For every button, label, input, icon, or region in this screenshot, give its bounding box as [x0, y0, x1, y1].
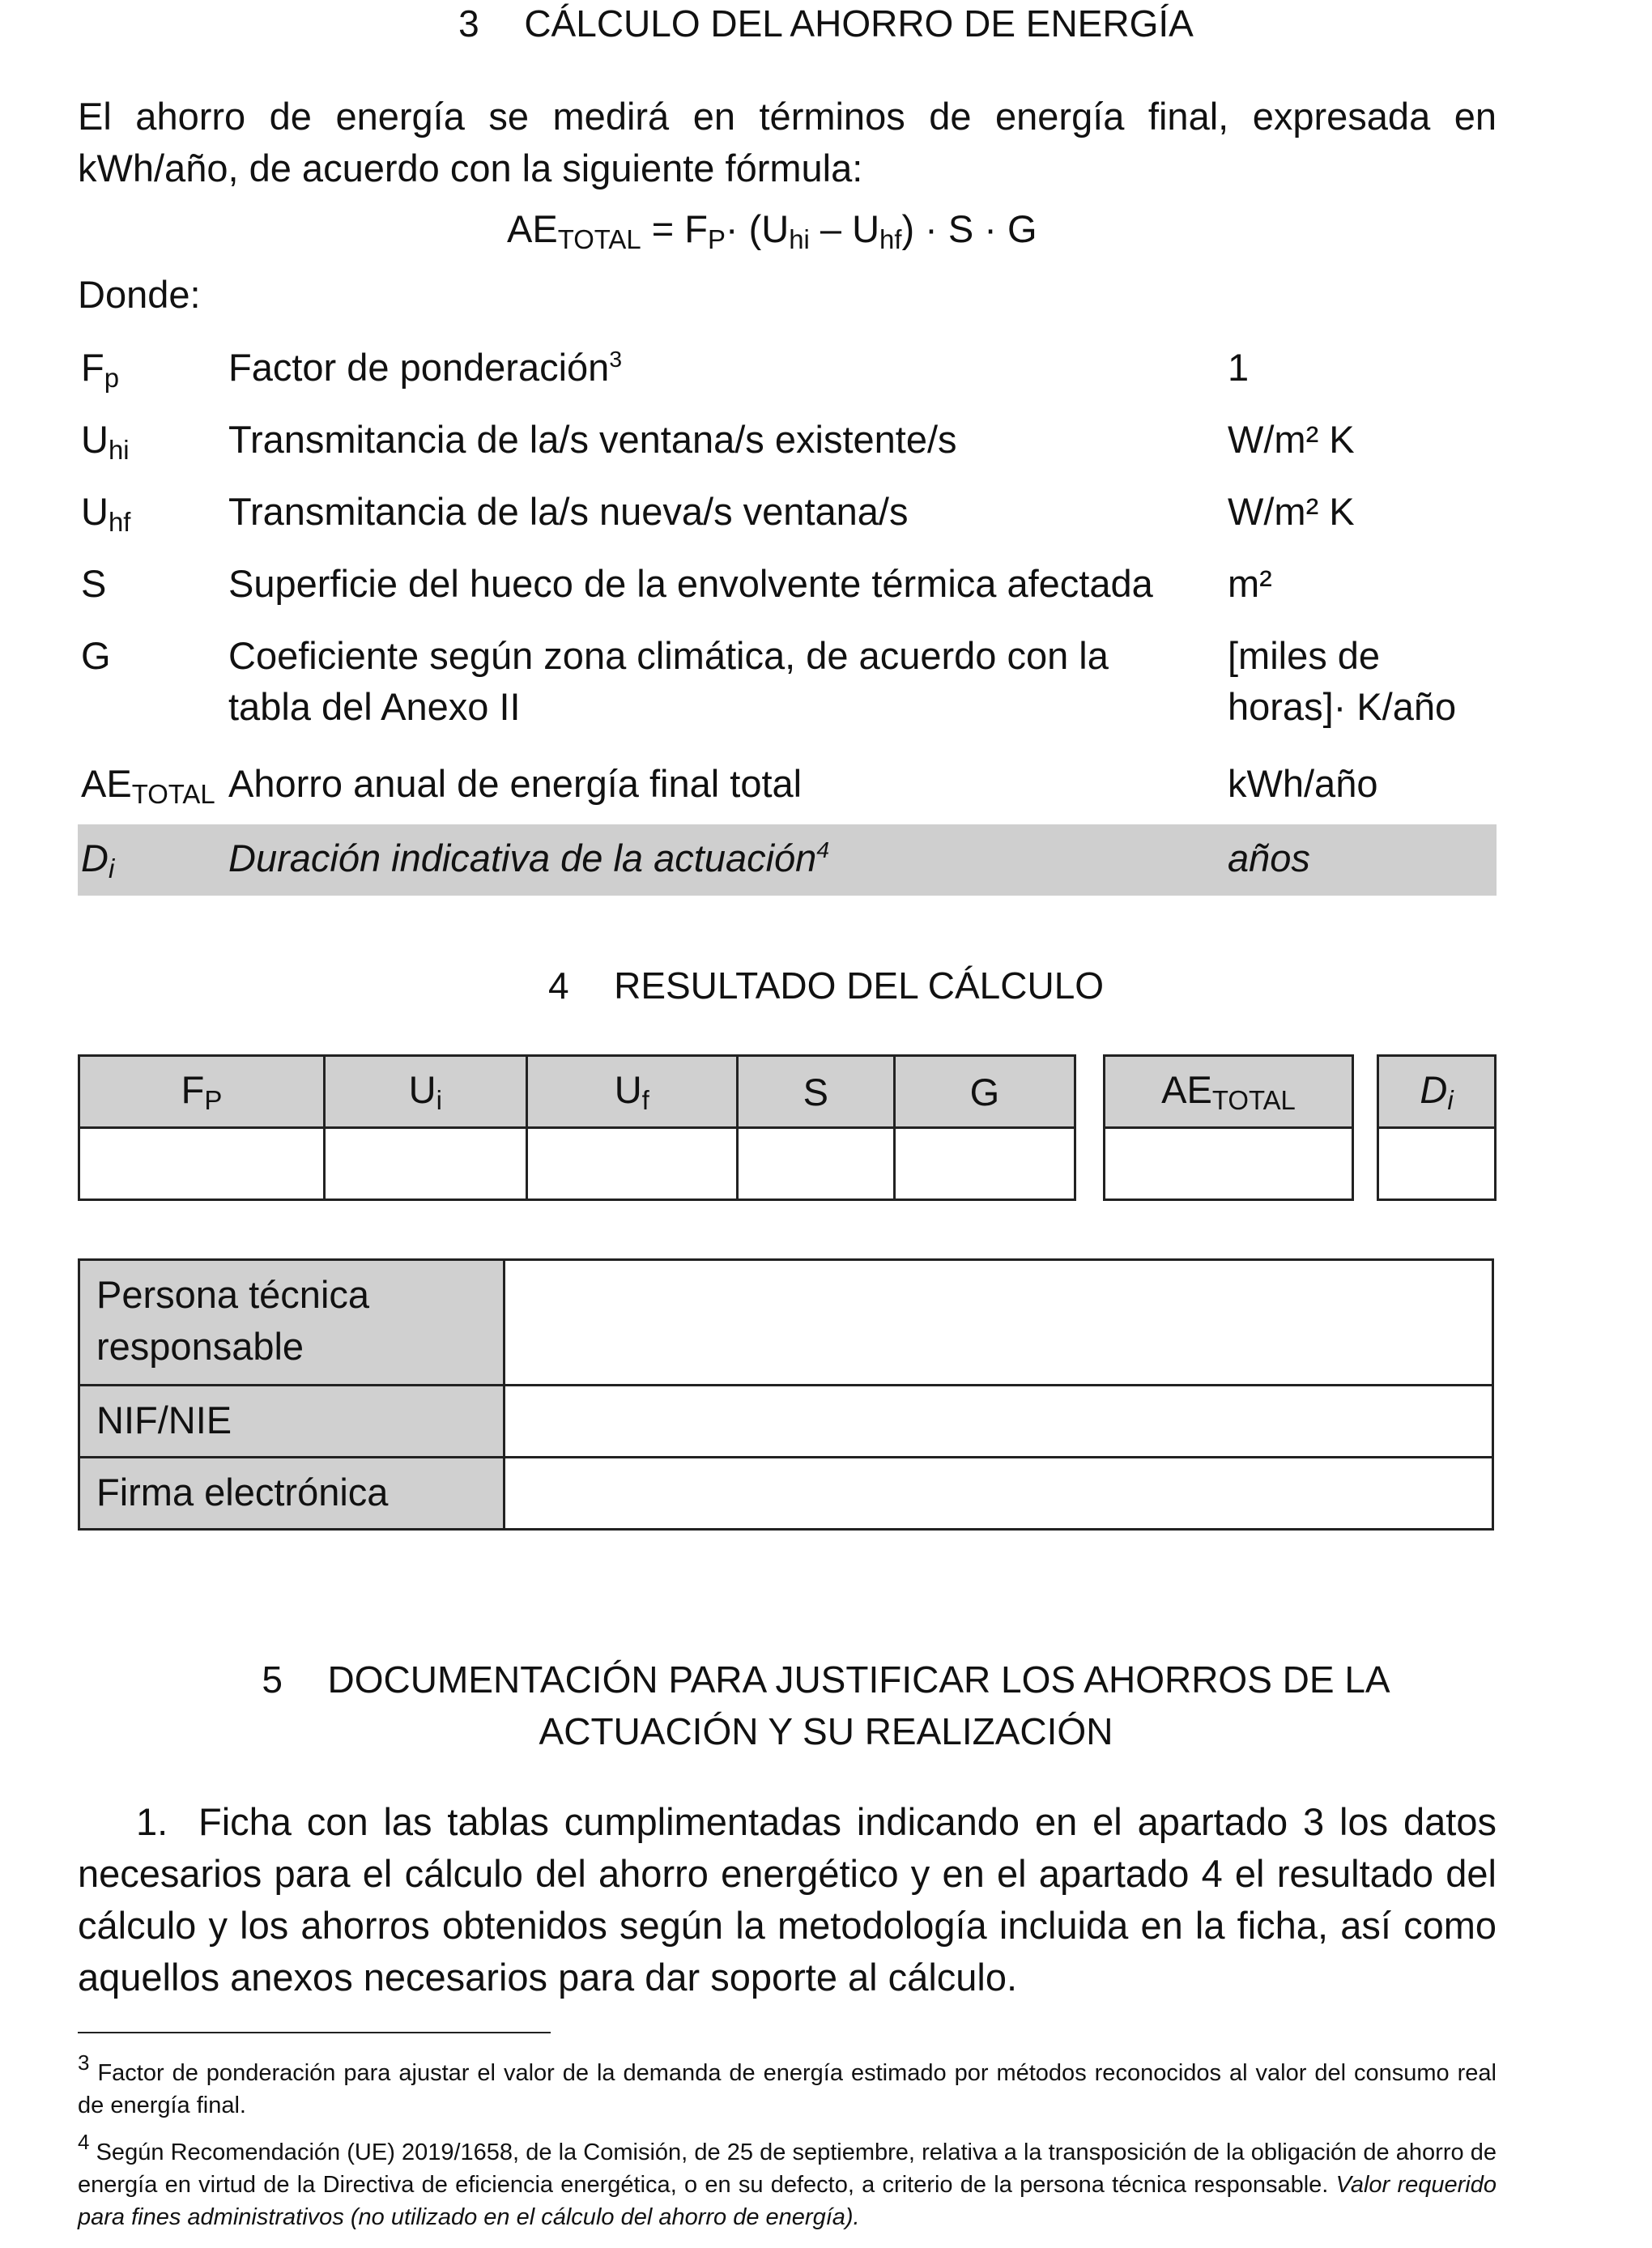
formula: $AE_{TOTAL} = F_P\cdot (U_{hi} - U_{hf}) \cdot S \cdot G$	[507, 207, 1037, 255]
value-cell[interactable]	[526, 1128, 737, 1200]
value-cell[interactable]	[1105, 1128, 1353, 1200]
col-di: $D_i$	[1378, 1056, 1496, 1128]
definition-row: $F_p$ Factor de ponderación$^3$ 1	[81, 346, 1250, 394]
firma-electronica-field[interactable]	[505, 1458, 1493, 1530]
definition-row: $U_{hf}$ Transmitancia de la/s nueva/s ventana/s W/m² K	[81, 490, 1355, 538]
persona-tecnica-field[interactable]	[505, 1260, 1493, 1386]
col-aetotal: $AE_{TOTAL}$	[1105, 1056, 1353, 1128]
label-firma-electronica: Firma electrónica	[79, 1458, 505, 1530]
result-table-aetotal	[1103, 1054, 1354, 1201]
value-cell[interactable]	[1378, 1128, 1496, 1200]
donde-label: Donde:	[78, 273, 201, 316]
section-4-heading: 4 RESULTADO DEL CÁLCULO	[547, 964, 1105, 1007]
footnote-3: $^3$ Factor de ponderación para ajustar el valor de la demanda de energía estimado por métodos reconocidos al valor del consumo real de energía final.	[78, 2050, 1497, 2118]
value-cell[interactable]	[894, 1128, 1075, 1200]
footnote-separator	[78, 2032, 551, 2033]
label-nif-nie: NIF/NIE	[79, 1386, 505, 1458]
value-cell[interactable]	[737, 1128, 894, 1200]
definition-row: S Superficie del hueco de la envolvente térmica afectada m²	[81, 562, 1272, 605]
col-uf: $U_f$	[526, 1056, 737, 1128]
section-5-item: 1. Ficha con las tablas cumplimentadas indicando en el apartado 3 los datos necesarios para el cálculo del ahorro energético y en el apartado 4 el resultado del cálculo y los ahorros obtenidos según la metodología incluida en la ficha, así como aquellos anexos necesarios para dar soporte al cálculo.	[78, 1800, 1497, 1999]
technician-table	[78, 1258, 1494, 1531]
col-fp: $F_P$	[79, 1056, 325, 1128]
section-5-heading: 5 DOCUMENTACIÓN PARA JUSTIFICAR LOS AHORROS DE LA ACTUACIÓN Y SU REALIZACIÓN	[262, 1658, 1390, 1752]
intro-paragraph: El ahorro de energía se medirá en términos de energía final, expresada en kWh/año, de acuerdo con la siguiente fórmula:	[78, 95, 1497, 189]
col-g: G	[894, 1056, 1075, 1128]
result-table-di	[1377, 1054, 1497, 1201]
result-table	[78, 1054, 1076, 1201]
footnote-4: $^4$ Según Recomendación (UE) 2019/1658, de la Comisión, de 25 de septiembre, relativa a la transposición de la obligación de ahorro de energía en virtud de la Directiva de eficiencia energética, o en su defecto, a criterio de la persona técnica responsable. Valor requerido para fines administrativos (no utilizado en el cálculo del ahorro de energía).	[78, 2130, 1497, 2230]
col-s: S	[737, 1056, 894, 1128]
value-cell[interactable]	[324, 1128, 526, 1200]
nif-nie-field[interactable]	[505, 1386, 1493, 1458]
definition-row: G Coeficiente según zona climática, de acuerdo con la tabla del Anexo II [miles de horas]· K/año	[81, 634, 1457, 728]
definition-row: $AE_{TOTAL}$ Ahorro anual de energía final total kWh/año	[81, 762, 1378, 810]
section-title: CÁLCULO DEL AHORRO DE ENERGÍA	[524, 2, 1194, 45]
definition-row: $D_i$ Duración indicativa de la actuación$^4$ años	[81, 837, 1310, 884]
col-ui: $U_i$	[324, 1056, 526, 1128]
definition-row: $U_{hi}$ Transmitancia de la/s ventana/s existente/s W/m² K	[81, 418, 1355, 466]
section-number: 3	[458, 2, 479, 45]
label-persona-tecnica: Persona técnica responsable	[79, 1260, 505, 1386]
value-cell[interactable]	[79, 1128, 325, 1200]
section-3-heading	[0, 2, 1652, 45]
